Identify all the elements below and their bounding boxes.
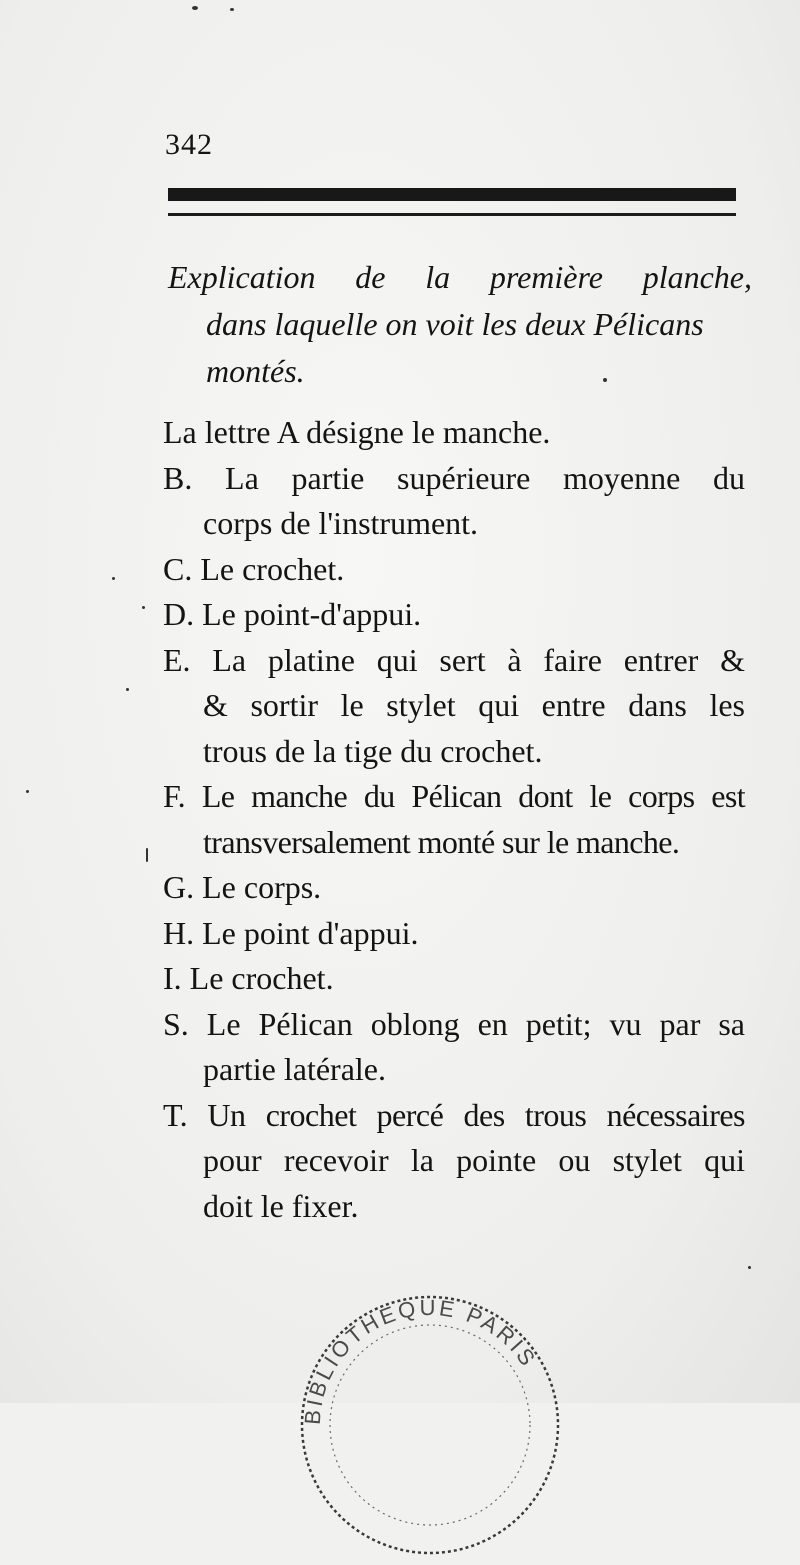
ink-speck: [26, 790, 29, 793]
header-rule-thin: [168, 213, 736, 216]
entry-g-line-1: G. Le corps.: [163, 869, 322, 905]
entry-c-line-1: C. Le crochet.: [163, 550, 345, 587]
entry-f-line-1: F. Le manche du Pélican dont le corps est: [163, 778, 745, 814]
entry-s-line-1: S. Le Pélican oblong en petit; vu par sa: [163, 1005, 745, 1042]
ink-speck: [126, 688, 129, 691]
entry-e-line-3: trous de la tige du crochet.: [203, 732, 543, 769]
legend-entries: [163, 410, 763, 1229]
svg-text:BIBLIOTHEQUE PARIS: [300, 1295, 542, 1426]
heading-line-2: dans laquelle on voit les deux Pélicans: [206, 306, 704, 342]
stamp-text: BIBLIOTHEQUE PARIS: [299, 1294, 542, 1426]
entry-d-line-1: D. Le point-d'appui.: [163, 596, 422, 632]
heading-line-3: montés.: [206, 353, 305, 389]
entry-b-line-1: B. La partie supérieure moyenne du: [163, 459, 745, 496]
entry-e-line-2: & sortir le stylet qui entre dans les: [203, 687, 745, 723]
page-number: 342: [165, 128, 213, 161]
ink-speck: [142, 606, 145, 609]
ink-speck: [192, 6, 198, 10]
entry-s-line-2: partie latérale.: [203, 1051, 386, 1087]
ink-speck: [146, 848, 148, 862]
header-rule-thick: [168, 188, 736, 201]
entry-a-line-1: La lettre A désigne le manche.: [163, 414, 551, 450]
entry-h-line-1: H. Le point d'appui.: [163, 914, 419, 951]
entry-e-line-1: E. La platine qui sert à faire entrer &: [163, 641, 745, 678]
ink-speck: [230, 8, 234, 11]
entry-f-line-2: transversalement monté sur le manche.: [203, 823, 680, 860]
entry-t-line-2: pour recevoir la pointe ou stylet qui: [203, 1142, 745, 1178]
entry-i-line-1: I. Le crochet.: [163, 960, 334, 996]
plate-explanation-heading: [168, 254, 758, 395]
heading-line-1: Explication de la première planche,: [168, 259, 752, 295]
ink-speck: [112, 577, 115, 580]
ink-speck: [603, 378, 607, 382]
ink-speck: [748, 1266, 751, 1269]
entry-b-line-2: corps de l'instrument.: [203, 505, 479, 541]
entry-t-line-1: T. Un crochet percé des trous nécessaires: [163, 1096, 745, 1133]
library-stamp: [290, 1285, 570, 1565]
entry-t-line-3: doit le fixer.: [203, 1187, 359, 1224]
